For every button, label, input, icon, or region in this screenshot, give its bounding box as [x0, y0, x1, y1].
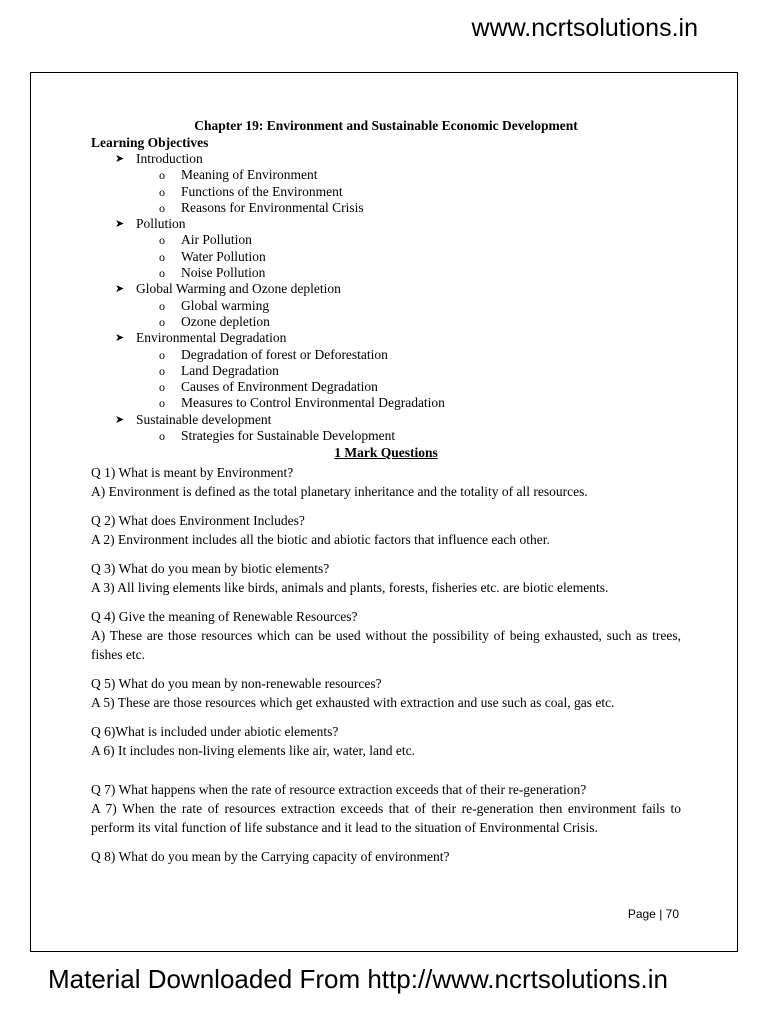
topic-item — [91, 330, 681, 346]
document-body — [91, 117, 681, 876]
subtopic-list — [91, 347, 681, 412]
circle-bullet-icon: o — [159, 298, 165, 313]
question-text: Q 7) What happens when the rate of resource extraction exceeds that of their re-generation? — [91, 782, 587, 798]
subtopic-item — [91, 184, 681, 200]
subtopic-item — [91, 200, 681, 216]
answer-text: A 7) When the rate of resources extraction exceeds that of their re-generation then environment fails to perform its vital function of life substance and it lead to the situation of Environmental Crisis. — [91, 801, 681, 836]
subtopic-list — [91, 167, 681, 216]
qa-block — [91, 559, 681, 597]
qa-block — [91, 607, 681, 664]
question-list — [91, 463, 681, 866]
subtopic-label: Meaning of Environment — [181, 167, 318, 183]
learning-objectives-heading: Learning Objectives — [91, 135, 209, 150]
subtopic-item — [91, 298, 681, 314]
qa-block — [91, 511, 681, 549]
topic-label: Global Warming and Ozone depletion — [136, 281, 341, 297]
subtopic-label: Measures to Control Environmental Degradation — [181, 395, 445, 411]
topic-item — [91, 281, 681, 297]
section-heading: 1 Mark Questions — [334, 445, 438, 461]
answer-text: A 6) It includes non-living elements like air, water, land etc. — [91, 743, 415, 759]
learning-objectives-list — [91, 151, 681, 444]
answer-text: A 3) All living elements like birds, animals and plants, forests, fisheries etc. are biotic elements. — [91, 580, 609, 596]
subtopic-item — [91, 167, 681, 183]
circle-bullet-icon: o — [159, 396, 165, 411]
circle-bullet-icon: o — [159, 429, 165, 444]
subtopic-label: Causes of Environment Degradation — [181, 379, 378, 395]
circle-bullet-icon: o — [159, 233, 165, 248]
arrow-bullet-icon: ➤ — [115, 413, 125, 426]
subtopic-item — [91, 265, 681, 281]
subtopic-item — [91, 363, 681, 379]
question-text: Q 6)What is included under abiotic elements? — [91, 724, 339, 740]
subtopic-label: Functions of the Environment — [181, 183, 343, 199]
qa-block — [91, 780, 681, 837]
arrow-bullet-icon: ➤ — [115, 283, 125, 296]
qa-block — [91, 674, 681, 712]
chapter-title: Chapter 19: Environment and Sustainable Economic Development — [194, 118, 578, 133]
circle-bullet-icon: o — [159, 266, 165, 281]
subtopic-list — [91, 298, 681, 331]
topic-label: Environmental Degradation — [136, 330, 287, 346]
subtopic-item — [91, 428, 681, 444]
circle-bullet-icon: o — [159, 249, 165, 264]
subtopic-item — [91, 314, 681, 330]
question-text: Q 8) What do you mean by the Carrying capacity of environment? — [91, 849, 450, 865]
question-text: Q 3) What do you mean by biotic elements? — [91, 561, 330, 577]
site-url-header: www.ncrtsolutions.in — [471, 14, 698, 42]
qa-block — [91, 847, 681, 866]
page-frame — [30, 72, 738, 952]
footer-banner: Material Downloaded From http://www.ncrtsolutions.in — [48, 964, 668, 994]
arrow-bullet-icon: ➤ — [115, 153, 125, 165]
question-text: Q 1) What is meant by Environment? — [91, 465, 294, 481]
subtopic-list — [91, 428, 681, 444]
subtopic-item — [91, 232, 681, 248]
answer-text: A) These are those resources which can be used without the possibility of being exhausted, such as trees, fishes etc. — [91, 628, 681, 663]
question-text: Q 5) What do you mean by non-renewable resources? — [91, 676, 382, 692]
subtopic-label: Strategies for Sustainable Development — [181, 428, 396, 444]
answer-text: A 5) These are those resources which get exhausted with extraction and use such as coal, gas etc. — [91, 695, 615, 711]
circle-bullet-icon: o — [159, 168, 165, 183]
subtopic-label: Water Pollution — [181, 248, 266, 264]
topic-label: Pollution — [136, 216, 186, 232]
subtopic-label: Global warming — [181, 297, 270, 313]
subtopic-label: Ozone depletion — [181, 313, 270, 329]
question-text: Q 4) Give the meaning of Renewable Resources? — [91, 609, 358, 625]
circle-bullet-icon: o — [159, 200, 165, 215]
subtopic-list — [91, 232, 681, 281]
circle-bullet-icon: o — [159, 184, 165, 199]
topic-item — [91, 216, 681, 232]
subtopic-label: Air Pollution — [181, 232, 252, 248]
qa-block — [91, 463, 681, 501]
subtopic-label: Degradation of forest or Deforestation — [181, 346, 388, 362]
topic-item — [91, 412, 681, 428]
subtopic-item — [91, 249, 681, 265]
answer-text: A) Environment is defined as the total planetary inheritance and the totality of all resources. — [91, 484, 588, 500]
topic-label: Sustainable development — [136, 411, 272, 427]
circle-bullet-icon: o — [159, 347, 165, 362]
qa-block — [91, 722, 681, 760]
circle-bullet-icon: o — [159, 363, 165, 378]
question-text: Q 2) What does Environment Includes? — [91, 513, 305, 529]
subtopic-item — [91, 347, 681, 363]
subtopic-item — [91, 379, 681, 395]
subtopic-label: Reasons for Environmental Crisis — [181, 199, 364, 215]
subtopic-label: Land Degradation — [181, 362, 279, 378]
subtopic-item — [91, 395, 681, 411]
subtopic-label: Noise Pollution — [181, 265, 266, 281]
page-number: Page | 70 — [627, 907, 679, 921]
arrow-bullet-icon: ➤ — [115, 332, 125, 345]
circle-bullet-icon: o — [159, 380, 165, 395]
answer-text: A 2) Environment includes all the biotic and abiotic factors that influence each other. — [91, 532, 550, 548]
arrow-bullet-icon: ➤ — [115, 218, 125, 231]
topic-item — [91, 151, 681, 167]
circle-bullet-icon: o — [159, 314, 165, 329]
topic-label: Introduction — [136, 151, 203, 166]
